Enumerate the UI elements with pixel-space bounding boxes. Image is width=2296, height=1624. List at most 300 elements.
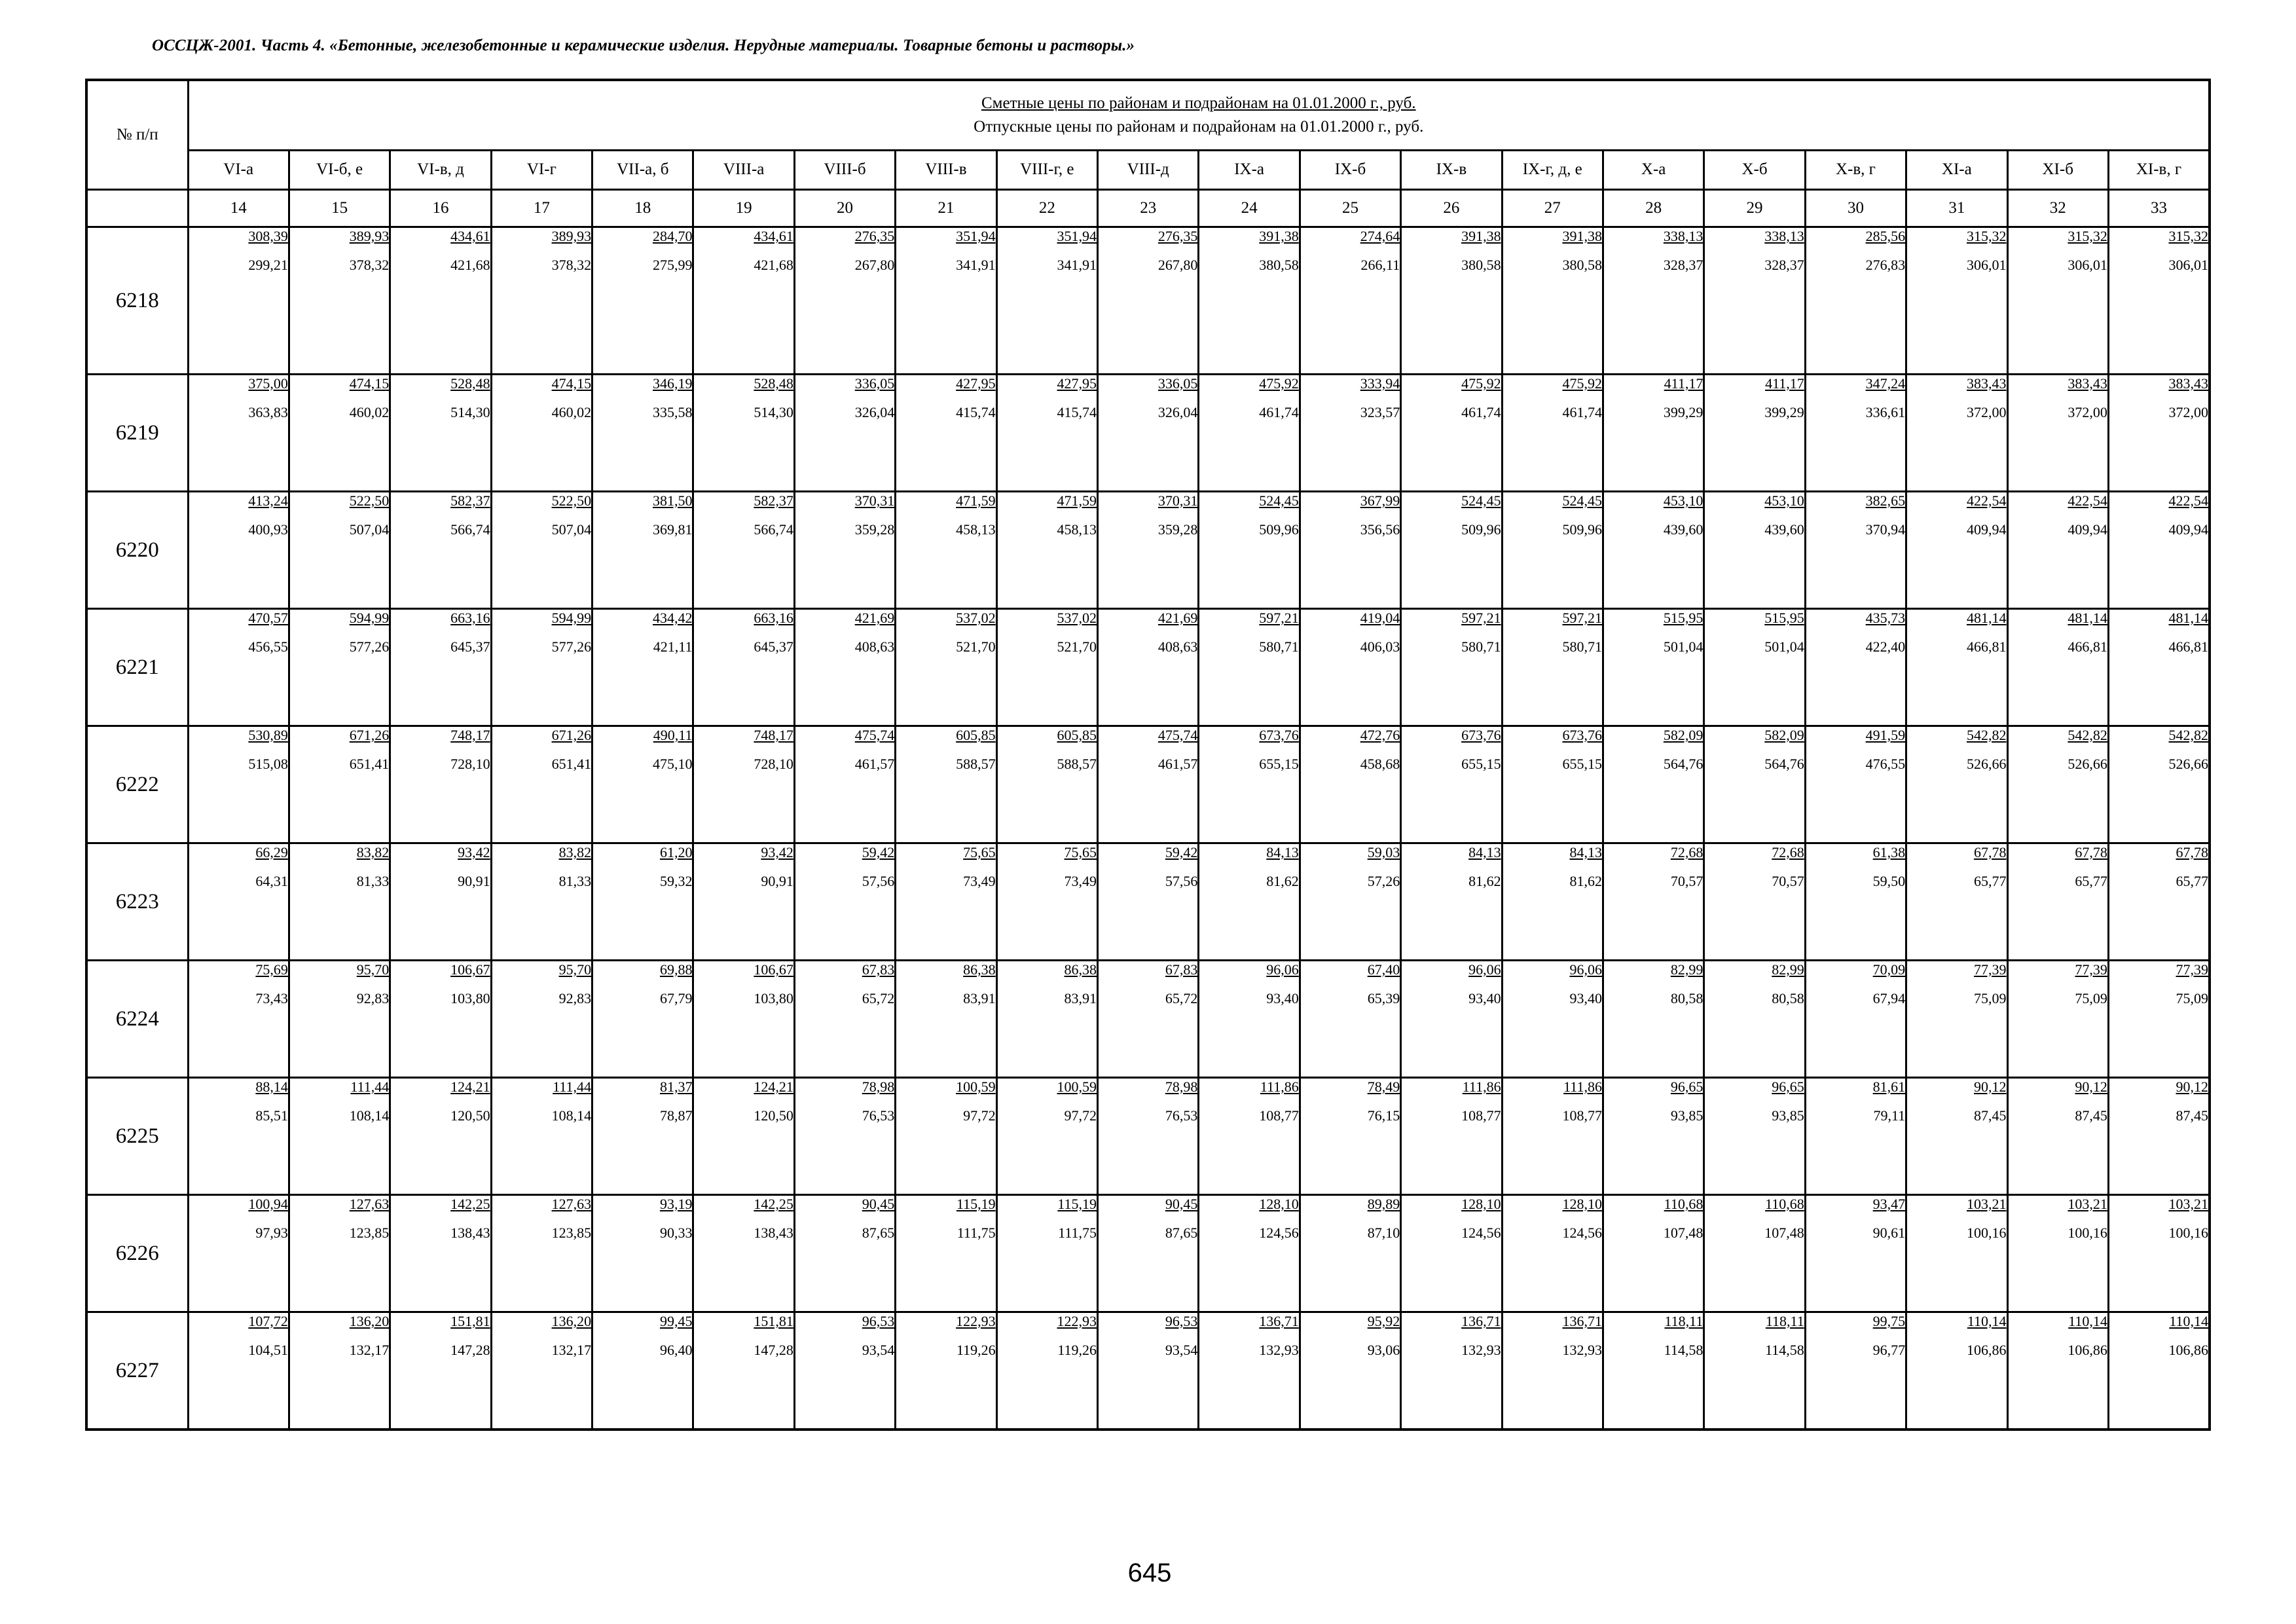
release-price: 93,06 [1367,1342,1400,1358]
release-price: 67,79 [659,990,693,1006]
estimated-price: 100,59 [1057,1079,1097,1095]
estimated-price: 103,21 [1967,1196,2007,1212]
row-id: 6218 [86,227,188,375]
release-price: 509,96 [1259,521,1299,538]
release-price: 588,57 [1057,756,1097,772]
price-cell [1502,375,1603,492]
price-cell [1300,609,1400,726]
estimated-price: 82,99 [1670,961,1704,978]
estimated-price: 391,38 [1259,228,1299,244]
release-price: 100,16 [2168,1225,2208,1241]
release-price: 138,43 [754,1225,793,1241]
estimated-price: 597,21 [1562,610,1602,626]
release-price: 114,58 [1765,1342,1804,1358]
release-price: 65,77 [2075,873,2107,889]
release-price: 120,50 [754,1107,793,1124]
release-price: 57,26 [1367,873,1400,889]
column-number: 21 [896,190,996,227]
price-cell [2007,961,2108,1078]
release-price: 75,09 [1974,990,2007,1006]
column-number: 26 [1401,190,1502,227]
price-cell [491,961,592,1078]
release-price: 92,83 [356,990,390,1006]
price-cell [289,609,390,726]
release-price: 76,15 [1367,1107,1400,1124]
release-price: 147,28 [450,1342,490,1358]
estimated-price: 471,59 [1057,492,1097,509]
price-cell [188,1078,289,1195]
release-price: 75,09 [2176,990,2208,1006]
release-price: 501,04 [1663,638,1704,655]
release-price: 64,31 [255,873,288,889]
estimated-price: 474,15 [349,375,390,392]
release-price: 65,77 [1974,873,2007,889]
estimated-price: 81,37 [659,1079,693,1095]
column-number: 25 [1300,190,1400,227]
estimated-price: 115,19 [1057,1196,1097,1212]
estimated-price: 367,99 [1360,492,1400,509]
column-number: 23 [1098,190,1199,227]
estimated-price: 82,99 [1772,961,1804,978]
release-price: 103,80 [754,990,793,1006]
release-price: 466,81 [2168,638,2208,655]
price-cell [491,492,592,609]
estimated-price: 118,11 [1664,1313,1704,1329]
estimated-price: 61,38 [1872,844,1906,860]
release-price: 359,28 [1157,521,1198,538]
price-cell [794,1312,895,1430]
price-cell [1300,227,1400,375]
estimated-price: 434,61 [450,228,490,244]
estimated-price: 582,09 [1764,727,1804,743]
price-cell [1603,227,1704,375]
row-id: 6220 [86,492,188,609]
price-cell [1906,1195,2007,1312]
price-cell [2007,726,2108,843]
price-cell [491,1078,592,1195]
estimated-price: 453,10 [1764,492,1804,509]
release-price: 461,74 [1562,404,1602,420]
price-cell [794,1078,895,1195]
release-price: 378,32 [551,257,592,273]
estimated-price: 276,35 [1157,228,1198,244]
estimated-price: 67,83 [862,961,895,978]
price-cell [592,375,693,492]
release-price: 509,96 [1461,521,1501,538]
release-price: 65,72 [1165,990,1198,1006]
row-number-header: № п/п [86,80,188,190]
table-row [86,1312,2210,1430]
district-header: VIII-в [896,150,996,189]
estimated-price: 475,92 [1259,375,1299,392]
price-cell [1401,375,1502,492]
estimated-price: 128,10 [1259,1196,1299,1212]
estimated-price: 99,75 [1872,1313,1906,1329]
estimated-price: 95,70 [356,961,390,978]
price-cell [996,961,1097,1078]
district-header: VI-в, д [390,150,491,189]
estimated-price: 95,70 [558,961,592,978]
estimated-price: 605,85 [956,727,996,743]
release-price: 651,41 [551,756,592,772]
release-price: 100,16 [1967,1225,2007,1241]
release-price: 456,55 [248,638,288,655]
price-cell [1502,1078,1603,1195]
column-number: 18 [592,190,693,227]
price-cell [2108,609,2210,726]
table-row [86,375,2210,492]
price-cell [1805,227,1906,375]
price-cell [1502,961,1603,1078]
estimated-price: 336,05 [1157,375,1198,392]
price-cell [1805,1195,1906,1312]
release-price: 83,91 [963,990,996,1006]
price-cell [188,1195,289,1312]
release-price: 108,77 [1461,1107,1501,1124]
estimated-price: 748,17 [450,727,490,743]
price-cell [1199,609,1300,726]
district-header: VI-а [188,150,289,189]
estimated-price: 542,82 [1967,727,2007,743]
price-cell [2108,1195,2210,1312]
estimated-price: 151,81 [450,1313,490,1329]
district-header: VI-б, е [289,150,390,189]
column-number-blank [86,190,188,227]
release-price: 372,00 [2068,404,2107,420]
estimated-price: 93,42 [761,844,793,860]
price-cell [188,843,289,961]
estimated-price: 103,21 [2068,1196,2107,1212]
price-cell [896,843,996,961]
estimated-price: 96,65 [1670,1079,1704,1095]
estimated-price: 124,21 [450,1079,490,1095]
estimated-price: 315,32 [2168,228,2208,244]
price-cell [693,375,794,492]
price-cell [794,492,895,609]
price-cell [491,1195,592,1312]
title-row [86,80,2210,150]
estimated-price: 413,24 [248,492,288,509]
price-cell [289,375,390,492]
estimated-price: 70,09 [1872,961,1906,978]
estimated-price: 427,95 [1057,375,1097,392]
release-price: 267,80 [854,257,895,273]
estimated-price: 419,04 [1360,610,1400,626]
release-price: 458,13 [956,521,996,538]
release-price: 59,50 [1872,873,1906,889]
price-cell [896,1312,996,1430]
estimated-price: 422,54 [1967,492,2007,509]
price-cell [1805,961,1906,1078]
estimated-price: 67,78 [2075,844,2107,860]
price-cell [1098,609,1199,726]
release-price: 577,26 [349,638,390,655]
price-cell [491,843,592,961]
estimated-price: 111,44 [350,1079,390,1095]
release-price: 458,68 [1360,756,1400,772]
release-price: 475,10 [652,756,693,772]
release-price: 439,60 [1663,521,1704,538]
estimated-price: 389,93 [349,228,390,244]
estimated-price: 72,68 [1772,844,1804,860]
estimated-price: 100,94 [248,1196,288,1212]
release-price: 124,56 [1259,1225,1299,1241]
table-row [86,1195,2210,1312]
price-cell [996,1312,1097,1430]
release-price: 70,57 [1670,873,1704,889]
district-header: XI-б [2007,150,2108,189]
price-cell [1199,1078,1300,1195]
price-cell [996,609,1097,726]
release-price: 79,11 [1873,1107,1906,1124]
release-price: 380,58 [1562,257,1602,273]
release-price: 421,11 [653,638,693,655]
price-cell [1906,492,2007,609]
estimated-price: 69,88 [659,961,693,978]
estimated-price: 434,42 [652,610,693,626]
release-price: 458,13 [1057,521,1097,538]
price-cell [491,609,592,726]
district-header: X-а [1603,150,1704,189]
estimated-price: 528,48 [754,375,793,392]
release-price: 81,62 [1266,873,1299,889]
estimated-price: 103,21 [2168,1196,2208,1212]
price-cell [1704,375,1805,492]
release-price: 108,77 [1259,1107,1299,1124]
price-cell [1906,1078,2007,1195]
estimated-price: 86,38 [963,961,996,978]
release-price: 123,85 [349,1225,390,1241]
table-row [86,961,2210,1078]
estimated-price: 61,20 [659,844,693,860]
row-id: 6223 [86,843,188,961]
release-price: 132,17 [551,1342,592,1358]
price-cell [289,961,390,1078]
price-cell [1704,726,1805,843]
estimated-price: 411,17 [1765,375,1804,392]
release-price: 96,40 [659,1342,693,1358]
release-price: 461,57 [1157,756,1198,772]
estimated-price: 471,59 [956,492,996,509]
estimated-price: 542,82 [2168,727,2208,743]
estimated-price: 383,43 [2068,375,2107,392]
release-price: 299,21 [248,257,288,273]
estimated-price: 59,42 [862,844,895,860]
release-price: 409,94 [2068,521,2107,538]
release-price: 507,04 [349,521,390,538]
release-price: 106,86 [2168,1342,2208,1358]
price-cell [289,1078,390,1195]
release-price: 306,01 [1967,257,2007,273]
estimated-price: 391,38 [1461,228,1501,244]
release-price: 380,58 [1461,257,1501,273]
price-cell [592,1078,693,1195]
column-number: 16 [390,190,491,227]
estimated-price: 128,10 [1562,1196,1602,1212]
estimated-price: 338,13 [1764,228,1804,244]
price-cell [1199,726,1300,843]
estimated-price: 67,78 [1974,844,2007,860]
release-price: 466,81 [2068,638,2107,655]
table-row [86,609,2210,726]
release-price: 85,51 [255,1107,288,1124]
release-price: 73,43 [255,990,288,1006]
price-cell [592,726,693,843]
release-price: 93,54 [862,1342,895,1358]
release-price: 81,62 [1569,873,1602,889]
district-header: VI-г [491,150,592,189]
release-price: 106,86 [2068,1342,2107,1358]
estimated-price: 411,17 [1664,375,1704,392]
release-price-title: Отпускные цены по районам и подрайонам на 01.01.2000 г., руб. [974,117,1424,136]
price-cell [592,961,693,1078]
estimated-price: 136,20 [551,1313,592,1329]
estimated-price: 127,63 [349,1196,390,1212]
estimated-price: 383,43 [1967,375,2007,392]
price-cell [1300,1078,1400,1195]
district-header: X-в, г [1805,150,1906,189]
price-cell [896,227,996,375]
release-price: 111,75 [957,1225,996,1241]
estimated-price: 333,94 [1360,375,1400,392]
estimated-price: 597,21 [1461,610,1501,626]
estimated-price: 110,68 [1765,1196,1804,1212]
price-cell [996,1195,1097,1312]
release-price: 276,83 [1865,257,1906,273]
estimated-price: 524,45 [1562,492,1602,509]
price-cell [390,1312,491,1430]
estimated-price: 276,35 [854,228,895,244]
page-number: 645 [1127,1559,1172,1587]
release-price: 70,57 [1772,873,1804,889]
estimated-price: 75,65 [1064,844,1097,860]
release-price: 81,33 [356,873,390,889]
column-number: 14 [188,190,289,227]
estimated-price: 490,11 [653,727,693,743]
price-cell [1805,1078,1906,1195]
price-cell [2007,375,2108,492]
price-cell [1502,609,1603,726]
release-price: 335,58 [652,404,693,420]
estimated-price: 594,99 [349,610,390,626]
release-price: 408,63 [854,638,895,655]
price-cell [996,227,1097,375]
price-cell [188,375,289,492]
release-price: 57,56 [862,873,895,889]
column-number: 30 [1805,190,1906,227]
estimated-price: 315,32 [1967,228,2007,244]
price-cell [1603,1312,1704,1430]
estimated-price: 481,14 [1967,610,2007,626]
release-price: 90,91 [458,873,490,889]
release-price: 580,71 [1461,638,1501,655]
table-row [86,843,2210,961]
release-price: 336,61 [1865,404,1906,420]
price-cell [1300,492,1400,609]
release-price: 369,81 [652,521,693,538]
estimated-price: 481,14 [2068,610,2107,626]
release-price: 93,40 [1569,990,1602,1006]
release-price: 73,49 [1064,873,1097,889]
estimated-price: 90,12 [2176,1079,2208,1095]
estimated-price: 542,82 [2068,727,2107,743]
estimated-price: 122,93 [1057,1313,1097,1329]
release-price: 80,58 [1772,990,1804,1006]
release-price: 92,83 [558,990,592,1006]
table-row [86,726,2210,843]
column-number: 31 [1906,190,2007,227]
estimated-price: 86,38 [1064,961,1097,978]
estimated-price: 75,69 [255,961,288,978]
release-price: 120,50 [450,1107,490,1124]
estimated-price: 93,47 [1872,1196,1906,1212]
price-cell [996,375,1097,492]
release-price: 399,29 [1663,404,1704,420]
price-cell [592,609,693,726]
price-cell [1906,375,2007,492]
row-id: 6227 [86,1312,188,1430]
release-price: 466,81 [1967,638,2007,655]
price-cell [1098,1312,1199,1430]
price-cell [289,492,390,609]
release-price: 328,37 [1764,257,1804,273]
release-price: 90,91 [761,873,793,889]
estimated-price: 537,02 [956,610,996,626]
price-cell [2007,1078,2108,1195]
price-cell [592,1312,693,1430]
estimated-price: 106,67 [754,961,793,978]
estimated-price: 673,76 [1461,727,1501,743]
release-price: 65,77 [2176,873,2208,889]
price-cell [693,1078,794,1195]
price-cell [1502,492,1603,609]
release-price: 132,93 [1259,1342,1299,1358]
release-price: 515,08 [248,756,288,772]
price-cell [1704,609,1805,726]
price-cell [1502,227,1603,375]
price-cell [188,961,289,1078]
price-cell [2007,492,2108,609]
price-cell [390,609,491,726]
estimated-price: 110,14 [1967,1313,2007,1329]
release-price: 93,40 [1468,990,1501,1006]
price-cell [1199,492,1300,609]
release-price: 57,56 [1165,873,1198,889]
price-cell [1502,843,1603,961]
release-price: 132,17 [349,1342,390,1358]
price-cell [289,227,390,375]
district-header: VIII-д [1098,150,1199,189]
release-price: 521,70 [956,638,996,655]
price-cell [794,1195,895,1312]
estimated-price: 422,54 [2068,492,2107,509]
release-price: 97,72 [963,1107,996,1124]
release-price: 507,04 [551,521,592,538]
release-price: 655,15 [1259,756,1299,772]
price-cell [1098,726,1199,843]
release-price: 80,58 [1670,990,1704,1006]
release-price: 76,53 [862,1107,895,1124]
release-price: 326,04 [1157,404,1198,420]
estimated-price: 88,14 [255,1079,288,1095]
price-cell [188,726,289,843]
release-price: 93,85 [1670,1107,1704,1124]
estimated-price: 308,39 [248,228,288,244]
estimated-price: 491,59 [1865,727,1906,743]
release-price: 87,65 [862,1225,895,1241]
release-price: 124,56 [1562,1225,1602,1241]
release-price: 97,93 [255,1225,288,1241]
